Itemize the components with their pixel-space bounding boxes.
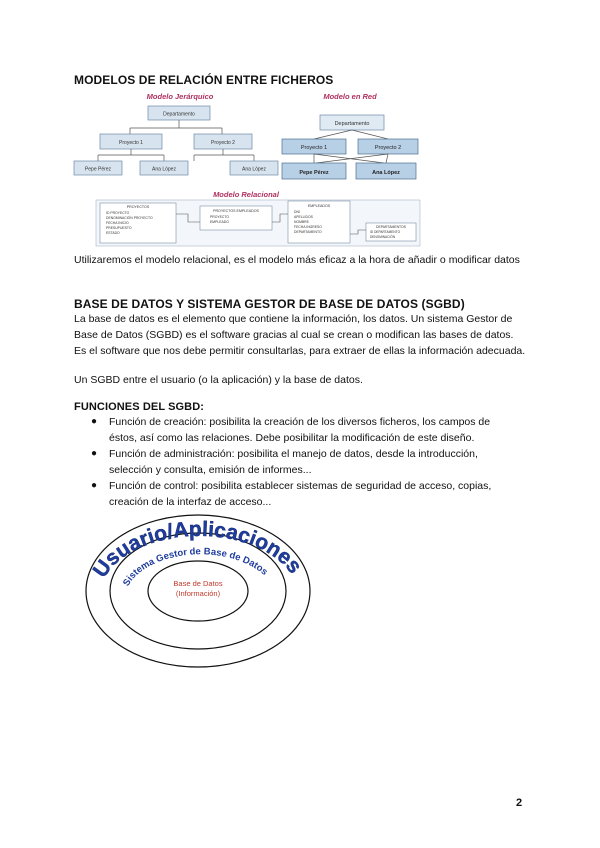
bullet: ● [91, 480, 98, 491]
rel-t2-f1: PROYECTO [210, 215, 229, 219]
section2-body1: La base de datos es el elemento que contiene la información, los datos. Un sistema Gestor de Base de Datos (SGBD) es el software gracias al cual se crean o modifican las bases de datos. Es el software que nos debe permitir consultarlas, para extraer de ellas la información adecuada. [74, 313, 526, 357]
rel-t1-f3: FECHA INICIO [106, 221, 129, 225]
rel-t3-f2: APELLIDOS [294, 215, 313, 219]
net-root: Departamento [334, 121, 370, 127]
rel-t4-f1: ID DEPARTAMENTO [370, 230, 401, 234]
net-child-2: Proyecto 2 [374, 145, 402, 151]
hier-leaf-4: Ana López [242, 166, 266, 173]
middle-layer-label: Sistema Gestor de Base de Datos [120, 546, 270, 589]
net-child-1: Proyecto 1 [300, 145, 328, 151]
function-creation-text: Función de creación: posibilita la creación de los diversos ficheros, los campos de éstos, así como las relaciones. Debe posibilitar la modificación de este diseño. [109, 416, 491, 444]
hier-leaf-2: Ana López [152, 166, 176, 173]
rel-t1-f1: ID PROYECTO [106, 211, 130, 215]
function-control-text: Función de control: posibilita establecer sistemas de seguridad de acceso, copias, creación de la interfaz de acceso... [109, 480, 492, 508]
rel-t3-title: EMPLEADOS [307, 204, 331, 208]
net-leaf-2: Ana López [372, 170, 400, 176]
functions-list [90, 414, 520, 510]
hier-caption: Modelo Jerárquico [146, 92, 214, 101]
list-item [90, 446, 520, 478]
inner-layer-line2: (Información) [175, 589, 221, 598]
hier-leaf-1: Pepe Pérez [84, 166, 112, 173]
list-item [90, 414, 520, 446]
net-caption: Modelo en Red [323, 92, 377, 101]
network-model [282, 92, 418, 179]
rel-t3-f3: NOMBRE [294, 220, 309, 224]
rel-t4-title: DEPARTAMENTOS [376, 225, 406, 229]
section1-body: Utilizaremos el modelo relacional, es el modelo más eficaz a la hora de añadir o modificar datos [74, 254, 520, 266]
section-title-sgbd: BASE DE DATOS Y SISTEMA GESTOR DE BASE DE DATOS (SGBD) [74, 297, 465, 311]
rel-t1-f5: ESTADO [106, 231, 120, 235]
rel-caption: Modelo Relacional [213, 190, 279, 199]
section-title-modelos: MODELOS DE RELACIÓN ENTRE FICHEROS [74, 73, 334, 87]
function-admin-text: Función de administración: posibilita el manejo de datos, desde la introducción, selección y consulta, emisión de informes... [109, 448, 478, 476]
hierarchical-model [74, 92, 278, 175]
bullet: ● [91, 416, 98, 427]
rel-t2-f2: EMPLEADO [210, 220, 229, 224]
models-figure [70, 88, 426, 248]
rel-t2-title: PROYECTOS EMPLEADOS [213, 209, 259, 213]
rel-t1-title: PROYECTOS [126, 205, 150, 209]
relational-model [96, 190, 420, 246]
rel-t3-f5: DEPARTAMENTO [294, 230, 322, 234]
hier-root: Departamento [163, 111, 195, 118]
rel-t3-f1: DNI [294, 210, 300, 214]
rel-t3-f4: FECHA INGRESO [294, 225, 322, 229]
outer-layer-label: Usuario/Aplicaciones [88, 517, 307, 582]
hier-child-2: Proyecto 2 [211, 140, 235, 146]
section-title-funciones: FUNCIONES DEL SGBD: [74, 401, 205, 413]
rel-t4-f2: DENOMINACIÓN [370, 235, 396, 239]
inner-layer-line1: Base de Datos [173, 579, 223, 588]
page-number: 2 [516, 797, 523, 809]
hier-child-1: Proyecto 1 [119, 140, 143, 146]
net-leaf-1: Pepe Pérez [299, 170, 329, 176]
section2-body2: Un SGBD entre el usuario (o la aplicación) y la base de datos. [74, 374, 363, 386]
bullet: ● [91, 448, 98, 459]
sgbd-layers-diagram [80, 505, 320, 675]
rel-t1-f4: PRESUPUESTO [106, 226, 132, 230]
rel-t1-f2: DENOMINACIÓN PROYECTO [106, 216, 153, 220]
